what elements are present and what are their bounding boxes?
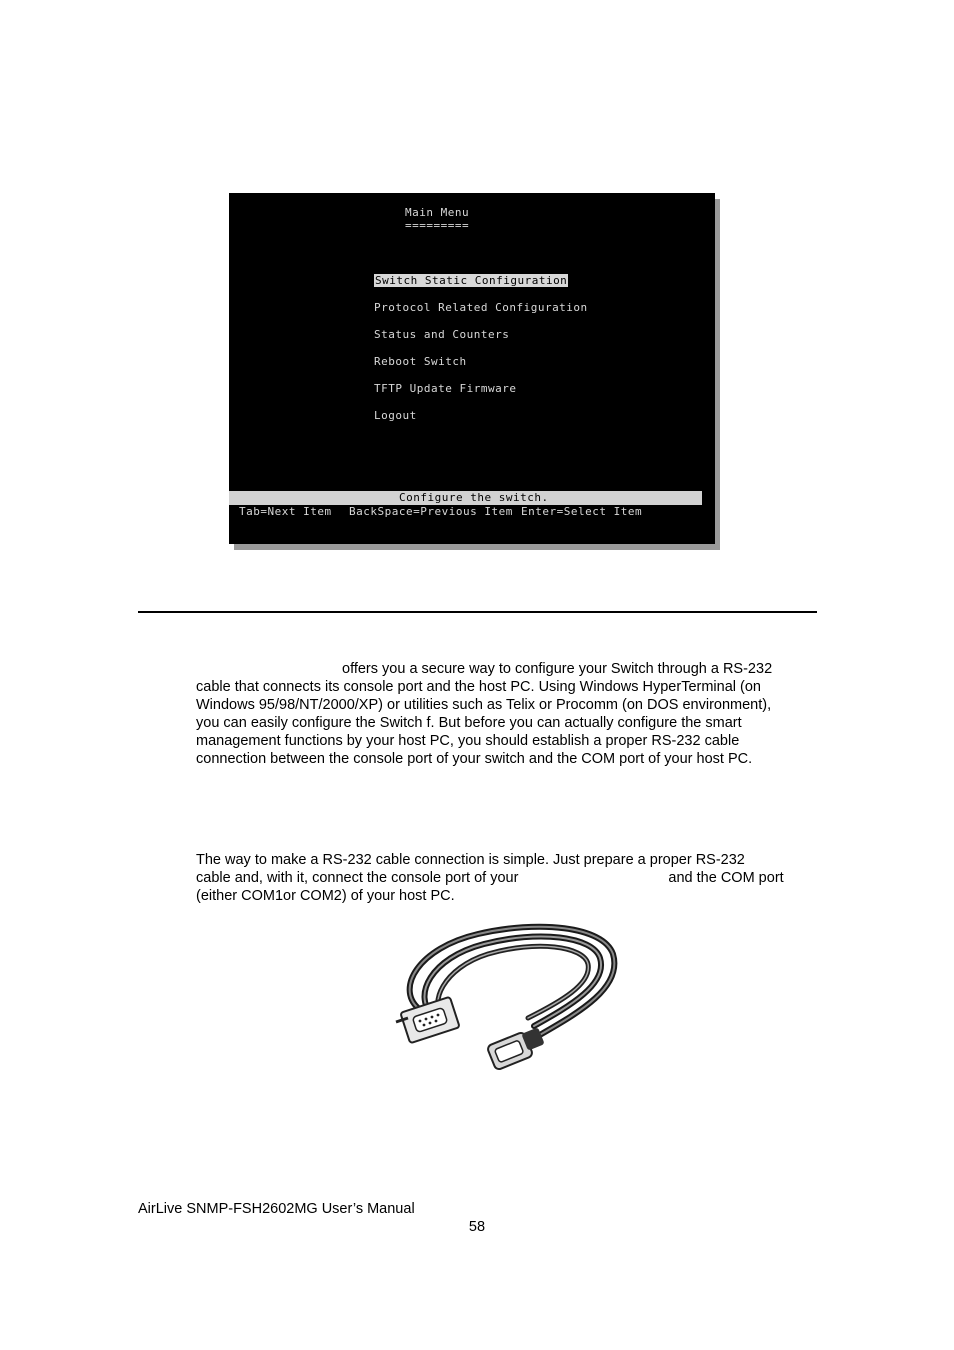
paragraph-line: The way to make a RS-232 cable connection is simple. Just prepare a proper RS-232 bbox=[196, 852, 745, 868]
section-divider bbox=[138, 611, 817, 613]
manual-title: AirLive SNMP-FSH2602MG User’s Manual bbox=[138, 1201, 415, 1217]
paragraph-line-end: and the COM port bbox=[668, 870, 784, 886]
help-key-select: Enter=Select Item bbox=[521, 505, 643, 518]
main-menu-title-underline: ========= bbox=[405, 219, 470, 232]
console-intro-paragraph bbox=[196, 660, 826, 768]
menu-item-switch-static-configuration[interactable]: Switch Static Configuration bbox=[375, 274, 568, 287]
terminal-screenshot bbox=[229, 193, 715, 544]
paragraph-line: cable that connects its console port and the host PC. Using Windows HyperTerminal (on bbox=[196, 679, 761, 695]
paragraph-line: Windows 95/98/NT/2000/XP) or utilities such as Telix or Procomm (on DOS environment), bbox=[196, 697, 772, 713]
paragraph-line bbox=[196, 869, 826, 887]
help-key-previous: BackSpace=Previous Item bbox=[349, 505, 513, 518]
paragraph-line: you can easily configure the Switch f. But before you can actually configure the smart bbox=[196, 715, 742, 731]
page-number: 58 bbox=[468, 1219, 486, 1235]
paragraph-line: (either COM1or COM2) of your host PC. bbox=[196, 888, 455, 904]
menu-item-tftp-update-firmware[interactable]: TFTP Update Firmware bbox=[374, 382, 517, 395]
menu-item-status-and-counters[interactable]: Status and Counters bbox=[374, 328, 510, 341]
paragraph-line: connection between the console port of your switch and the COM port of your host PC. bbox=[196, 751, 753, 767]
menu-item-logout[interactable]: Logout bbox=[374, 409, 417, 422]
status-message: Configure the switch. bbox=[399, 491, 549, 504]
paragraph-line: management functions by your host PC, you should establish a proper RS-232 cable bbox=[196, 733, 740, 749]
main-menu-title: Main Menu bbox=[405, 206, 470, 219]
help-key-next: Tab=Next Item bbox=[239, 505, 332, 518]
menu-item-protocol-related-configuration[interactable]: Protocol Related Configuration bbox=[374, 301, 588, 314]
menu-item-reboot-switch[interactable]: Reboot Switch bbox=[374, 355, 467, 368]
cable-connection-paragraph bbox=[196, 851, 826, 905]
paragraph-line-start: cable and, with it, connect the console port of your bbox=[196, 870, 519, 886]
rs232-cable-illustration bbox=[388, 918, 620, 1082]
paragraph-line: offers you a secure way to configure your Switch through a RS-232 bbox=[342, 661, 773, 677]
